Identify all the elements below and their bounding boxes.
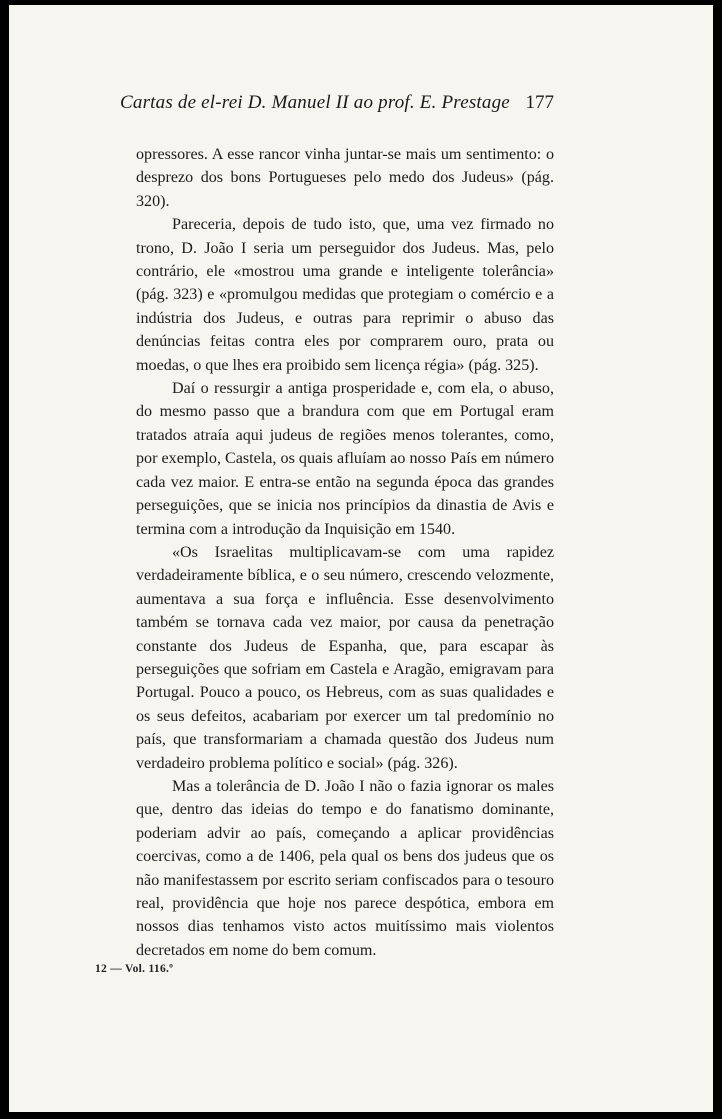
paragraph-quotation: «Os Israelitas multiplicavam-se com uma rapidez verdadeiramente bíblica, e o seu número, crescendo velozmente, aumentava a sua força e influência. Esse desenvolvimento também se tornava cada vez maior, por causa da penetração constante dos Judeus de Espanha, que, para escapar às perseguições que sofriam em Castela e Aragão, emigravam para Portugal. Pouco a pouco, os Hebreus, com as suas qualidades e os seus defeitos, acabariam por exercer um tal predomínio no país, que transformariam a chamada questão dos Judeus num verdadeiro problema político e social» (pág. 326). — [136, 543, 554, 772]
paragraph: Mas a tolerância de D. João I não o fazia ignorar os males que, dentro das ideias do tempo e do fanatismo dominante, poderiam advir ao país, começando a aplicar providências coercivas, como a de 1406, pela qual os bens dos judeus que os não manifestassem por escrito seriam confiscados para o tesouro real, providência que hoje nos parece despótica, embora em nossos dias tenhamos visto actos muitíssimo mais violentos decretados em nome do bem comum. — [136, 777, 554, 959]
paragraph: Pareceria, depois de tudo isto, que, uma vez firmado no trono, D. João I seria um perseguidor dos Judeus. Mas, pelo contrário, ele «mostrou uma grande e inteligente tolerância» (pág. 323) e «promulgou medidas que protegiam o comércio e a indústria dos Judeus, e outras para reprimir o abuso das denúncias feitas contra eles por comprarem ouro, prata ou moedas, o que lhes era proibido sem licença régia» (pág. 325). — [136, 216, 554, 374]
page-number: 177 — [525, 92, 554, 113]
running-title: Cartas de el-rei D. Manuel II ao prof. E. Prestage — [120, 92, 510, 113]
paragraph-continuation: opressores. A esse rancor vinha juntar-se mais um sentimento: o desprezo dos bons Portugueses pelo medo dos Judeus» (pág. 320). — [136, 146, 554, 210]
footer-signature: 12 — Vol. 116.º — [95, 963, 174, 975]
body-text — [136, 143, 554, 962]
book-page — [9, 5, 713, 1112]
running-head — [120, 92, 554, 114]
paragraph: Daí o ressurgir a antiga prosperidade e, com ela, o abuso, do mesmo passo que a brandura com que em Portugal eram tratados atraía aqui judeus de regiões menos tolerantes, como, por exemplo, Castela, os quais afluíam ao nosso País em número cada vez maior. E entra-se então na segunda época das grandes perseguições, que se inicia nos princípios da dinastia de Avis e termina com a introdução da Inquisição em 1540. — [136, 380, 554, 538]
